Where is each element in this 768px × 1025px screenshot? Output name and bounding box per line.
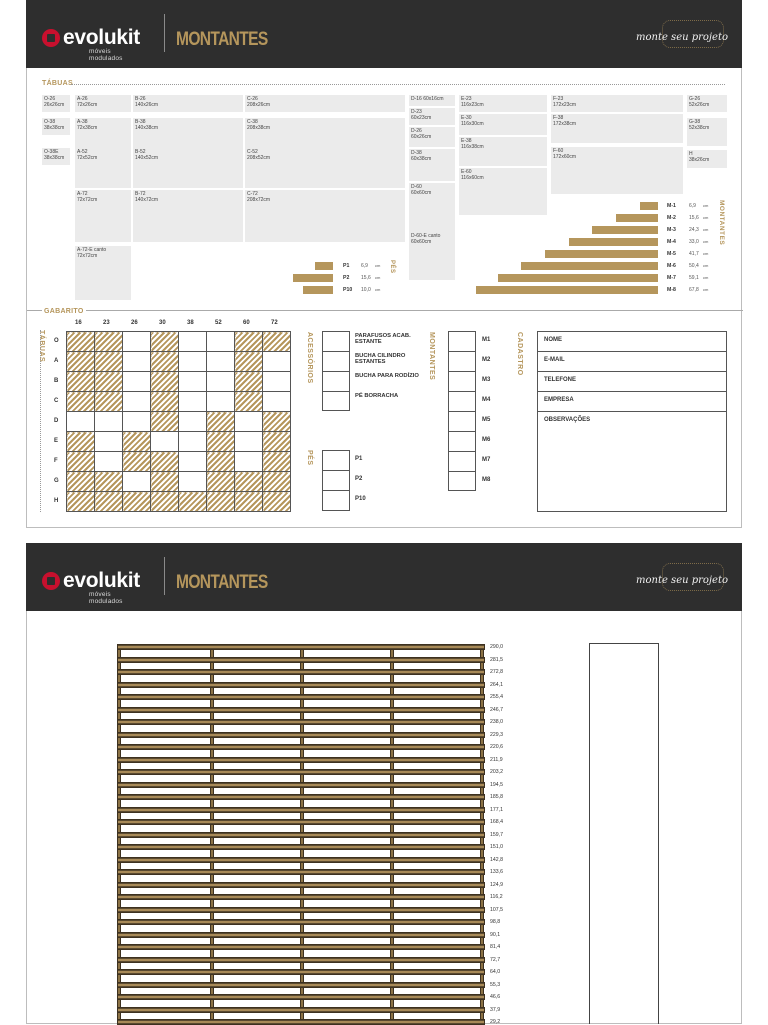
ruler-value: 29,2 [490,1019,501,1025]
gabarito-cell[interactable] [207,452,235,472]
montante-value: 15,6 [689,215,699,221]
montante-list-label: M2 [482,357,491,363]
page-header [26,0,742,68]
ruler-value: 46,6 [490,994,501,1000]
gabarito-grid[interactable] [66,331,291,512]
rack-rail [117,919,485,925]
tabua-cell-o-38e[interactable]: O-38E 38x38cm [42,148,70,165]
gabarito-cell[interactable] [235,452,263,472]
gabarito-cell[interactable] [151,452,179,472]
montante-unit: cm [703,239,709,244]
rack-rail [117,994,485,1000]
gabarito-cell[interactable] [123,332,151,352]
gabarito-cell[interactable] [151,352,179,372]
gabarito-cell[interactable] [95,352,123,372]
ruler-value: 116,2 [490,894,503,900]
gabarito-col-30: 30 [159,320,166,326]
gabarito-cell[interactable] [67,392,95,412]
gabarito-row-d: D [54,418,59,424]
ruler-value: 151,0 [490,844,503,850]
montante-value: 59,1 [689,275,699,281]
montante-list-label: M8 [482,477,491,483]
gabarito-cell[interactable] [123,352,151,372]
montante-checkbox[interactable] [449,472,475,491]
montante-value: 6,9 [689,203,696,209]
rack-rail [117,819,485,825]
montante-bar-m-2 [616,214,658,222]
gabarito-row-b: B [54,378,59,384]
rack-rail [117,707,485,713]
gabarito-bracket [40,330,41,512]
gabarito-row [67,492,291,512]
montante-value: 41,7 [689,251,699,257]
gabarito-row-g: G [54,478,59,484]
rack-rail [117,932,485,938]
section-title: MONTANTES [176,29,268,50]
gabarito-cell[interactable] [123,452,151,472]
cadastro-field-empresa[interactable]: EMPRESA [538,392,726,412]
brand-logo [42,26,140,62]
montante-label: M-7 [667,275,676,281]
rack-rail [117,982,485,988]
brand-name: evolukit [63,26,140,49]
tagline-2: monte seu projeto [636,575,728,586]
rack-rail [117,832,485,838]
montante-list-label: M1 [482,337,491,343]
section-divider [27,310,743,311]
pes-value: 10,0 [361,287,371,293]
rack-rail [117,744,485,750]
gabarito-row-e: E [54,438,59,444]
tabua-cell-b-52[interactable]: B-52 140x52cm [133,148,243,188]
gabarito-cell[interactable] [263,372,291,392]
montante-list-label: M6 [482,437,491,443]
gabarito-cell[interactable] [235,332,263,352]
pes-unit: cm [375,287,381,292]
tabua-cell-b-26[interactable]: B-26 140x26cm [133,95,243,112]
tabua-cell-a-52[interactable]: A-52 72x52cm [75,148,131,188]
tabua-cell-e-60[interactable]: E-60 116x60cm [459,168,547,215]
montante-label: M-8 [667,287,676,293]
pes-list-label: P1 [355,456,363,462]
tabua-cell-c-52[interactable]: C-52 208x52cm [245,148,405,188]
gabarito-cell[interactable] [235,372,263,392]
montantes-list-title: MONTANTES [428,332,435,381]
gabarito-cell[interactable] [151,472,179,492]
evolukit-logo-icon [42,572,60,590]
header-divider [164,14,165,52]
ruler-value: 255,4 [490,694,503,700]
pes-value: 15,6 [361,275,371,281]
montante-label: M-2 [667,215,676,221]
gabarito-cell[interactable] [179,392,207,412]
gabarito-cell[interactable] [179,352,207,372]
ruler-value: 124,9 [490,881,503,888]
gabarito-cell[interactable] [151,412,179,432]
section-title-2: MONTANTES [176,572,268,593]
rack-rail [117,1007,485,1013]
ruler-value: 264,1 [490,681,503,688]
brand-subtitle: móveis modulados [89,48,123,62]
ruler-value: 142,8 [490,856,503,863]
pes-list-title: PÉS [306,450,313,466]
rack-rail [117,719,485,725]
brand-subtitle-2: móveis modulados [89,591,123,605]
tabua-cell-e-30[interactable]: E-30 116x30cm [459,114,547,135]
montante-checkbox[interactable] [449,412,475,432]
montante-bar-m-3 [592,226,658,234]
tabua-cell-o-38[interactable]: O-38 38x38cm [42,118,70,135]
rack-rail [117,907,485,913]
gabarito-cell[interactable] [123,492,151,512]
cadastro-title: CADASTRO [516,332,523,376]
gabarito-cell[interactable] [95,332,123,352]
tabua-cell-h[interactable]: H 38x26cm [687,150,727,168]
ruler-value: 159,7 [490,831,503,838]
pes-boxes[interactable] [322,450,350,511]
gabarito-col-23: 23 [103,320,110,326]
montante-label: M-1 [667,203,676,209]
tabua-cell-c-26[interactable]: C-26 208x26cm [245,95,405,112]
tabua-cell-a-38[interactable]: A-38 72x38cm [75,118,131,148]
cadastro-field-e-mail[interactable]: E-MAIL [538,352,726,372]
montante-unit: cm [703,275,709,280]
montantes-vertical-title: MONTANTES [718,200,725,246]
tabua-cell-e-23[interactable]: E-23 116x23cm [459,95,547,112]
gabarito-row-h: H [54,498,59,504]
gabarito-cell[interactable] [179,472,207,492]
gabarito-cell[interactable] [207,412,235,432]
gabarito-cell[interactable] [263,352,291,372]
gabarito-cell[interactable] [123,432,151,452]
tabua-cell-o-26[interactable]: O-26 26x26cm [42,95,70,112]
rack-rail [117,769,485,775]
cadastro-form[interactable] [537,331,727,512]
gabarito-cell[interactable] [235,432,263,452]
tabua-cell-g-38[interactable]: G-38 52x38cm [687,118,727,146]
rack-rail [117,657,485,663]
tabua-cell-c-38[interactable]: C-38 208x38cm [245,118,405,148]
montante-list-label: M7 [482,457,491,463]
ruler-value: 107,5 [490,906,503,913]
brand-name-2: evolukit [63,569,140,592]
rack-rail [117,794,485,800]
ruler-value: 229,3 [490,731,503,738]
pes-unit: cm [375,263,381,268]
gabarito-row-c: C [54,398,59,404]
gabarito-cell[interactable] [207,432,235,452]
montantes-boxes[interactable] [448,331,476,491]
gabarito-rows-title: TÁBUAS [38,330,45,363]
acessorios-boxes[interactable] [322,331,350,411]
gabarito-cell[interactable] [95,452,123,472]
gabarito-cell[interactable] [179,412,207,432]
gabarito-cell[interactable] [95,432,123,452]
gabarito-col-26: 26 [131,320,138,326]
montante-checkbox[interactable] [449,372,475,392]
ruler-value: 177,1 [490,806,503,813]
gabarito-cell[interactable] [263,452,291,472]
gabarito-row [67,352,291,372]
gabarito-cell[interactable] [95,392,123,412]
gabarito-cell[interactable] [67,352,95,372]
gabarito-cell[interactable] [123,472,151,492]
gabarito-cell[interactable] [235,412,263,432]
gabarito-cell[interactable] [207,492,235,512]
tabua-cell-d-60-e[interactable]: D-60-E canto 60x60cm [409,232,455,280]
tabua-cell-d-38[interactable]: D-38 60x38cm [409,149,455,181]
montante-checkbox[interactable] [449,392,475,412]
gabarito-section-title: GABARITO [44,308,84,315]
montante-list-label: M3 [482,377,491,383]
pes-bar-p1 [315,262,333,270]
gabarito-cell[interactable] [179,432,207,452]
montante-value: 33,0 [689,239,699,245]
gabarito-cell[interactable] [179,452,207,472]
gabarito-cell[interactable] [235,392,263,412]
gabarito-cell[interactable] [67,372,95,392]
gabarito-row-f: F [54,458,58,464]
acessorio-label: PÉ BORRACHA [355,393,399,399]
tagline: monte seu projeto [636,32,728,43]
gabarito-row [67,452,291,472]
gabarito-col-38: 38 [187,320,194,326]
montante-unit: cm [703,287,709,292]
gabarito-cell[interactable] [151,492,179,512]
pes-vertical-title: PÉS [389,260,395,274]
gabarito-col-16: 16 [75,320,82,326]
gabarito-cell[interactable] [179,332,207,352]
gabarito-cell[interactable] [67,452,95,472]
rack-rail [117,732,485,738]
rack-rail [117,844,485,850]
tabua-cell-b-38[interactable]: B-38 140x38cm [133,118,243,148]
tabua-cell-a-72[interactable]: A-72 72x72cm [75,190,131,242]
gabarito-cell[interactable] [263,432,291,452]
tabua-cell-b-72[interactable]: B-72 140x72cm [133,190,243,242]
acessorios-title: ACESSÓRIOS [306,332,313,384]
gabarito-cell[interactable] [95,372,123,392]
montante-unit: cm [703,203,709,208]
tabua-cell-a-72-e[interactable]: A-72-E canto 72x72cm [75,246,131,300]
ruler-value: 238,0 [490,719,503,725]
ruler-value: 72,7 [490,956,501,963]
pes-label: P1 [343,263,350,269]
ruler-value: 98,8 [490,919,501,925]
pes-label: P2 [343,275,350,281]
gabarito-cell[interactable] [207,372,235,392]
section-dotted-line [71,84,725,85]
montante-unit: cm [703,251,709,256]
gabarito-cell[interactable] [151,432,179,452]
tabua-cell-f-60[interactable]: F-60 172x60cm [551,147,683,194]
montante-list-label: M4 [482,397,491,403]
ruler-value: 133,6 [490,869,503,875]
rack-rail [117,969,485,975]
gabarito-cell[interactable] [67,492,95,512]
montante-value: 24,3 [689,227,699,233]
acessorio-label: BUCHA PARA RODÍZIO [355,373,419,379]
montante-bar-m-1 [640,202,658,210]
montante-bar-m-5 [545,250,658,258]
gabarito-cell[interactable] [235,492,263,512]
page-header-2 [26,543,742,611]
ruler-value: 272,8 [490,669,503,675]
gabarito-cell[interactable] [67,472,95,492]
rack-rail [117,757,485,763]
montante-checkbox[interactable] [449,452,475,472]
notes-box[interactable] [589,643,659,1024]
ruler-value: 281,5 [490,656,503,663]
rack-rail [117,857,485,863]
gabarito-cell[interactable] [263,412,291,432]
rack-rail [117,944,485,950]
tabua-cell-d-16[interactable]: D-16 60x16cm [409,95,455,106]
rack-rail [117,807,485,813]
gabarito-cell[interactable] [263,472,291,492]
acessorio-label: BUCHA CILINDRO ESTANTES [355,353,406,365]
rack-rail [117,1019,485,1025]
ruler-value: 37,9 [490,1006,501,1013]
tabua-cell-d-23[interactable]: D-23 60x23cm [409,108,455,125]
rack-rail [117,894,485,900]
ruler-value: 203,2 [490,769,503,775]
gabarito-cell[interactable] [151,372,179,392]
tabua-cell-e-38[interactable]: E-38 116x38cm [459,137,547,166]
rack-rail [117,682,485,688]
cadastro-field-nome[interactable]: NOME [538,332,726,352]
ruler-value: 290,0 [490,644,503,650]
pes-value: 6,9 [361,263,368,269]
montante-label: M-5 [667,251,676,257]
tabua-cell-f-23[interactable]: F-23 172x23cm [551,95,683,112]
rack-rail [117,644,485,650]
pes-bar-p2 [293,274,333,282]
montante-bar-m-4 [569,238,658,246]
montante-label: M-6 [667,263,676,269]
ruler-value: 211,9 [490,756,503,763]
montante-bar-m-8 [476,286,658,294]
ruler-value: 168,4 [490,819,503,825]
rack-rail [117,669,485,675]
pes-label: P10 [343,287,353,293]
gabarito-cell[interactable] [207,352,235,372]
ruler-value: 64,0 [490,969,501,975]
montante-value: 50,4 [689,263,699,269]
ruler-value: 55,3 [490,981,501,988]
montante-value: 67,8 [689,287,699,293]
gabarito-cell[interactable] [95,472,123,492]
gabarito-cell[interactable] [179,492,207,512]
montante-unit: cm [703,227,709,232]
ruler-value: 220,6 [490,744,503,750]
brand-logo-2 [42,569,140,605]
montante-unit: cm [703,215,709,220]
tabua-cell-d-60[interactable]: D-60 60x60cm [409,183,455,232]
rack-rail [117,869,485,875]
pes-list-label: P2 [355,476,363,482]
rack-rail [117,957,485,963]
montante-label: M-3 [667,227,676,233]
gabarito-row-a: A [54,358,59,364]
gabarito-cell[interactable] [151,332,179,352]
gabarito-cell[interactable] [207,392,235,412]
ruler-value: 81,4 [490,944,501,950]
gabarito-row [67,372,291,392]
gabarito-cell[interactable] [67,432,95,452]
gabarito-row [67,472,291,492]
montante-unit: cm [703,263,709,268]
gabarito-row-o: O [54,338,59,344]
montante-checkbox[interactable] [449,352,475,372]
gabarito-col-52: 52 [215,320,222,326]
evolukit-logo-icon [42,29,60,47]
gabarito-cell[interactable] [235,352,263,372]
rack-rail [117,782,485,788]
gabarito-col-60: 60 [243,320,250,326]
gabarito-cell[interactable] [235,472,263,492]
gabarito-cell[interactable] [263,492,291,512]
gabarito-col-72: 72 [271,320,278,326]
gabarito-row [67,392,291,412]
gabarito-cell[interactable] [123,372,151,392]
gabarito-cell[interactable] [207,332,235,352]
gabarito-cell[interactable] [263,332,291,352]
montante-list-label: M5 [482,417,491,423]
pes-bar-p10 [303,286,333,294]
montante-bar-m-6 [521,262,658,270]
tabua-cell-c-72[interactable]: C-72 208x72cm [245,190,405,242]
montante-bar-m-7 [498,274,658,282]
header-divider-2 [164,557,165,595]
gabarito-cell[interactable] [67,332,95,352]
gabarito-row [67,432,291,452]
ruler-value: 90,1 [490,931,501,938]
gabarito-cell[interactable] [67,412,95,432]
pes-unit: cm [375,275,381,280]
tabua-cell-g-26[interactable]: G-26 52x26cm [687,95,727,112]
gabarito-cell[interactable] [151,392,179,412]
cadastro-field-telefone[interactable]: TELEFONE [538,372,726,392]
montante-checkbox[interactable] [449,332,475,352]
gabarito-cell[interactable] [123,392,151,412]
gabarito-cell[interactable] [123,412,151,432]
cadastro-field-observações[interactable]: OBSERVAÇÕES [544,417,591,423]
tabua-cell-d-26[interactable]: D-26 60x26cm [409,127,455,147]
tabua-cell-f-38[interactable]: F-38 172x38cm [551,114,683,143]
tabua-cell-a-26[interactable]: A-26 72x26cm [75,95,131,112]
gabarito-cell[interactable] [179,372,207,392]
montante-checkbox[interactable] [449,432,475,452]
rack-rail [117,882,485,888]
ruler-value: 246,7 [490,706,503,713]
gabarito-cell[interactable] [263,392,291,412]
ruler-value: 194,5 [490,781,503,788]
gabarito-row [67,412,291,432]
rack-rail [117,694,485,700]
pes-list-label: P10 [355,496,366,502]
gabarito-cell[interactable] [95,412,123,432]
tabuas-section-title: TÁBUAS [42,80,73,87]
acessorio-label: PARAFUSOS ACAB. ESTANTE [355,333,411,345]
gabarito-row [67,332,291,352]
gabarito-cell[interactable] [95,492,123,512]
montante-label: M-4 [667,239,676,245]
gabarito-cell[interactable] [207,472,235,492]
ruler-value: 185,8 [490,794,503,800]
